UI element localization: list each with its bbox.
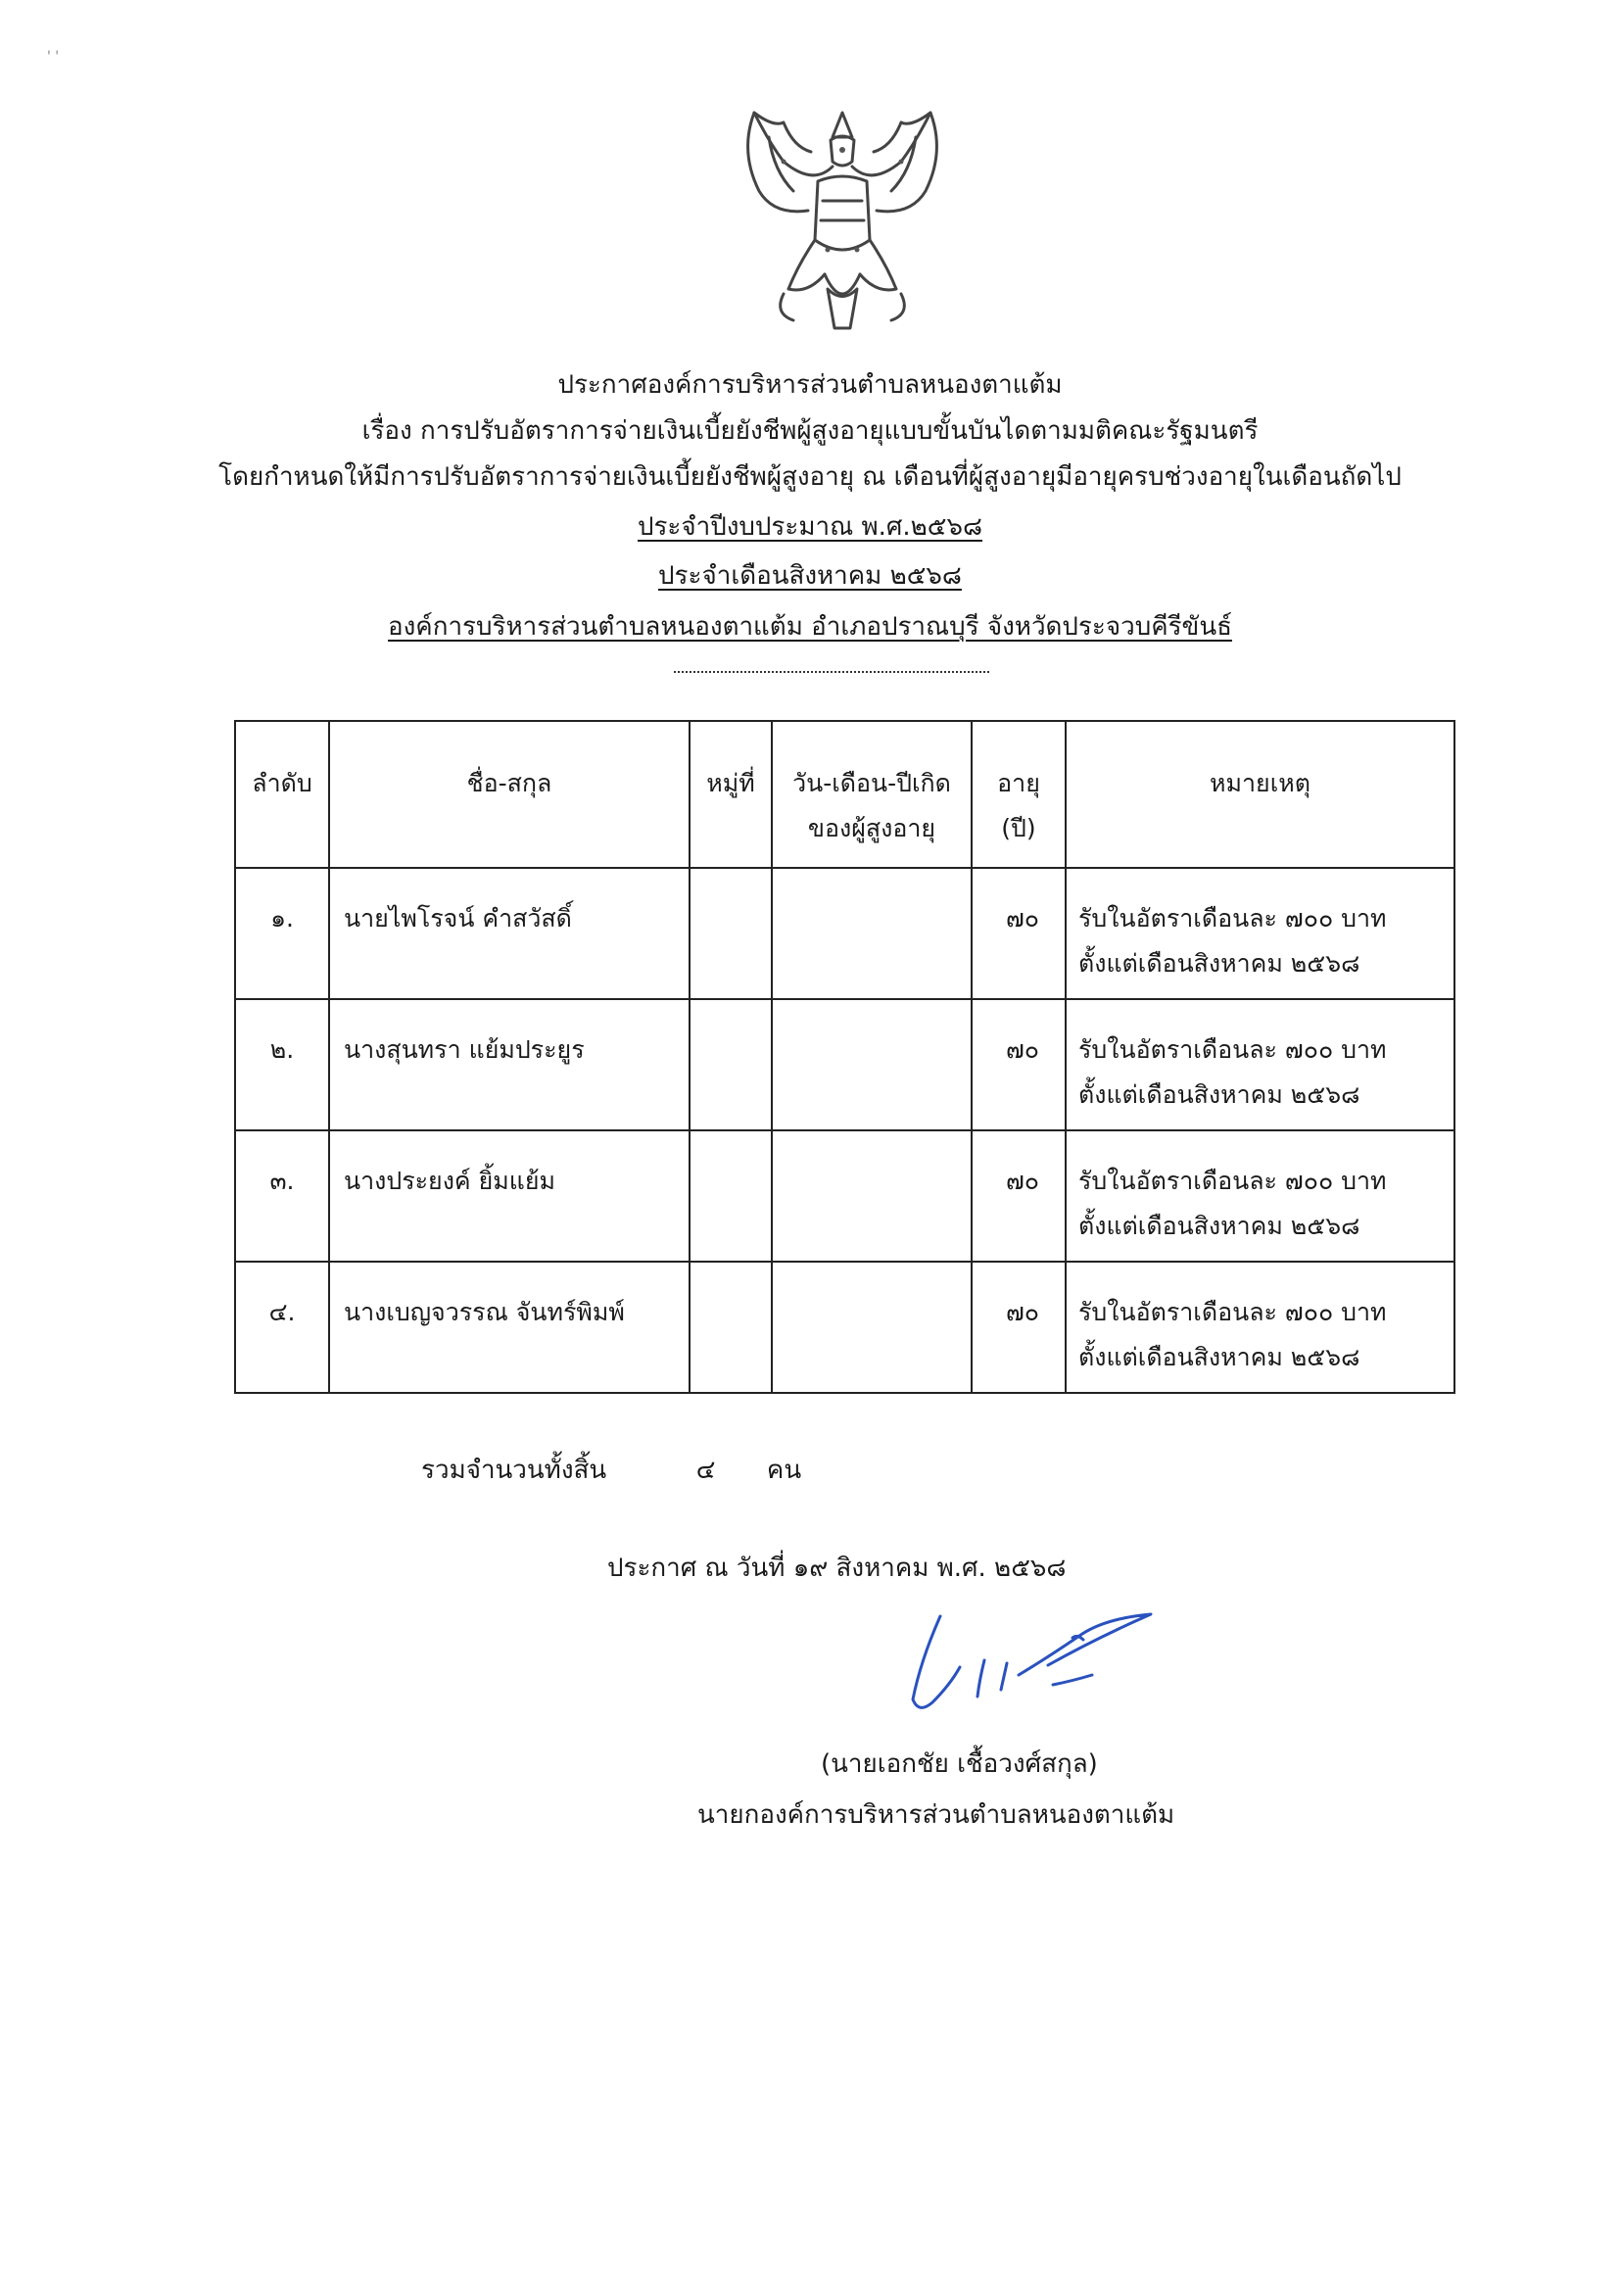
header-age-line2: (ปี) [1001, 814, 1036, 842]
row-dob [772, 999, 972, 1130]
header-village: หมู่ที่ [690, 721, 772, 868]
row-note-line1: รับในอัตราเดือนละ ๗๐๐ บาท [1078, 1035, 1387, 1064]
row-note-line2: ตั้งแต่เดือนสิงหาคม ๒๕๖๘ [1078, 1080, 1360, 1109]
table-row [235, 1130, 1454, 1262]
dotted-divider [674, 671, 989, 673]
table-row [235, 1262, 1454, 1393]
header-dob [772, 721, 972, 868]
row-note [1066, 868, 1454, 999]
handwritten-signature [901, 1606, 1166, 1719]
row-name: นางสุนทรา แย้มประยูร [329, 999, 690, 1130]
row-dob [772, 1262, 972, 1393]
row-dob [772, 1130, 972, 1262]
announcement-subject: เรื่อง การปรับอัตราการจ่ายเงินเบี้ยยังชีพผู้สูงอายุแบบขั้นบันไดตามมติคณะรัฐมนตรี [361, 416, 1259, 446]
issue-date-line: ประกาศ ณ วันที่ ๑๙ สิงหาคม พ.ศ. ๒๕๖๘ [607, 1554, 1067, 1583]
table-header-row [235, 721, 1454, 868]
row-age: ๗๐ [972, 999, 1066, 1130]
total-count: ๔ [695, 1456, 716, 1485]
month-text: ประจำเดือนสิงหาคม ๒๕๖๘ [658, 561, 962, 591]
row-village [690, 1130, 772, 1262]
total-unit: คน [766, 1456, 802, 1485]
row-name: นางเบญจวรรณ จันทร์พิมพ์ [329, 1262, 690, 1393]
total-label: รวมจำนวนทั้งสิ้น [421, 1456, 607, 1485]
row-number: ๑. [235, 868, 329, 999]
fiscal-year-text: ประจำปีงบประมาณ พ.ศ.๒๕๖๘ [637, 512, 983, 542]
header-dob-line1: วัน-เดือน-ปีเกิด [792, 769, 951, 797]
row-name: นายไพโรจน์ คำสวัสดิ์ [329, 868, 690, 999]
header-note: หมายเหตุ [1066, 721, 1454, 868]
row-note-line2: ตั้งแต่เดือนสิงหาคม ๒๕๖๘ [1078, 1212, 1360, 1240]
signer-name: (นายเอกชัย เชื้อวงศ์สกุล) [821, 1749, 1098, 1779]
row-number: ๓. [235, 1130, 329, 1262]
row-age: ๗๐ [972, 868, 1066, 999]
row-note-line1: รับในอัตราเดือนละ ๗๐๐ บาท [1078, 904, 1387, 933]
fiscal-year-line [0, 509, 1620, 545]
scan-artifact: ' ' [47, 49, 60, 65]
row-note-line1: รับในอัตราเดือนละ ๗๐๐ บาท [1078, 1298, 1387, 1326]
row-note [1066, 1130, 1454, 1262]
table-row [235, 868, 1454, 999]
row-note-line2: ตั้งแต่เดือนสิงหาคม ๒๕๖๘ [1078, 949, 1360, 978]
row-number: ๔. [235, 1262, 329, 1393]
row-village [690, 868, 772, 999]
row-dob [772, 868, 972, 999]
header-age-line1: อายุ [997, 769, 1040, 797]
row-note-line1: รับในอัตราเดือนละ ๗๐๐ บาท [1078, 1167, 1387, 1195]
total-count-line [421, 1450, 801, 1490]
header-no: ลำดับ [235, 721, 329, 868]
row-age: ๗๐ [972, 1130, 1066, 1262]
signer-position: นายกองค์การบริหารส่วนตำบลหนองตาแต้ม [697, 1800, 1175, 1830]
row-village [690, 999, 772, 1130]
row-note [1066, 999, 1454, 1130]
month-line [0, 558, 1620, 594]
row-note [1066, 1262, 1454, 1393]
row-name: นางประยงค์ ยิ้มแย้ม [329, 1130, 690, 1262]
announcement-title: ประกาศองค์การบริหารส่วนตำบลหนองตาแต้ม [557, 370, 1063, 400]
row-village [690, 1262, 772, 1393]
row-number: ๒. [235, 999, 329, 1130]
header-name: ชื่อ-สกุล [329, 721, 690, 868]
organization-text: องค์การบริหารส่วนตำบลหนองตาแต้ม อำเภอปราณบุรี จังหวัดประจวบคีรีขันธ์ [388, 612, 1232, 642]
announcement-subject-detail: โดยกำหนดให้มีการปรับอัตราการจ่ายเงินเบี้ยยังชีพผู้สูงอายุ ณ เดือนที่ผู้สูงอายุมีอายุครบช่วงอายุในเดือนถัดไป [218, 462, 1402, 492]
row-age: ๗๐ [972, 1262, 1066, 1393]
header-age [972, 721, 1066, 868]
row-note-line2: ตั้งแต่เดือนสิงหาคม ๒๕๖๘ [1078, 1343, 1360, 1371]
organization-line [0, 609, 1620, 645]
garuda-emblem-icon [715, 93, 970, 333]
elderly-allowance-table [234, 720, 1455, 1394]
table-row [235, 999, 1454, 1130]
header-dob-line2: ของผู้สูงอายุ [807, 814, 936, 842]
